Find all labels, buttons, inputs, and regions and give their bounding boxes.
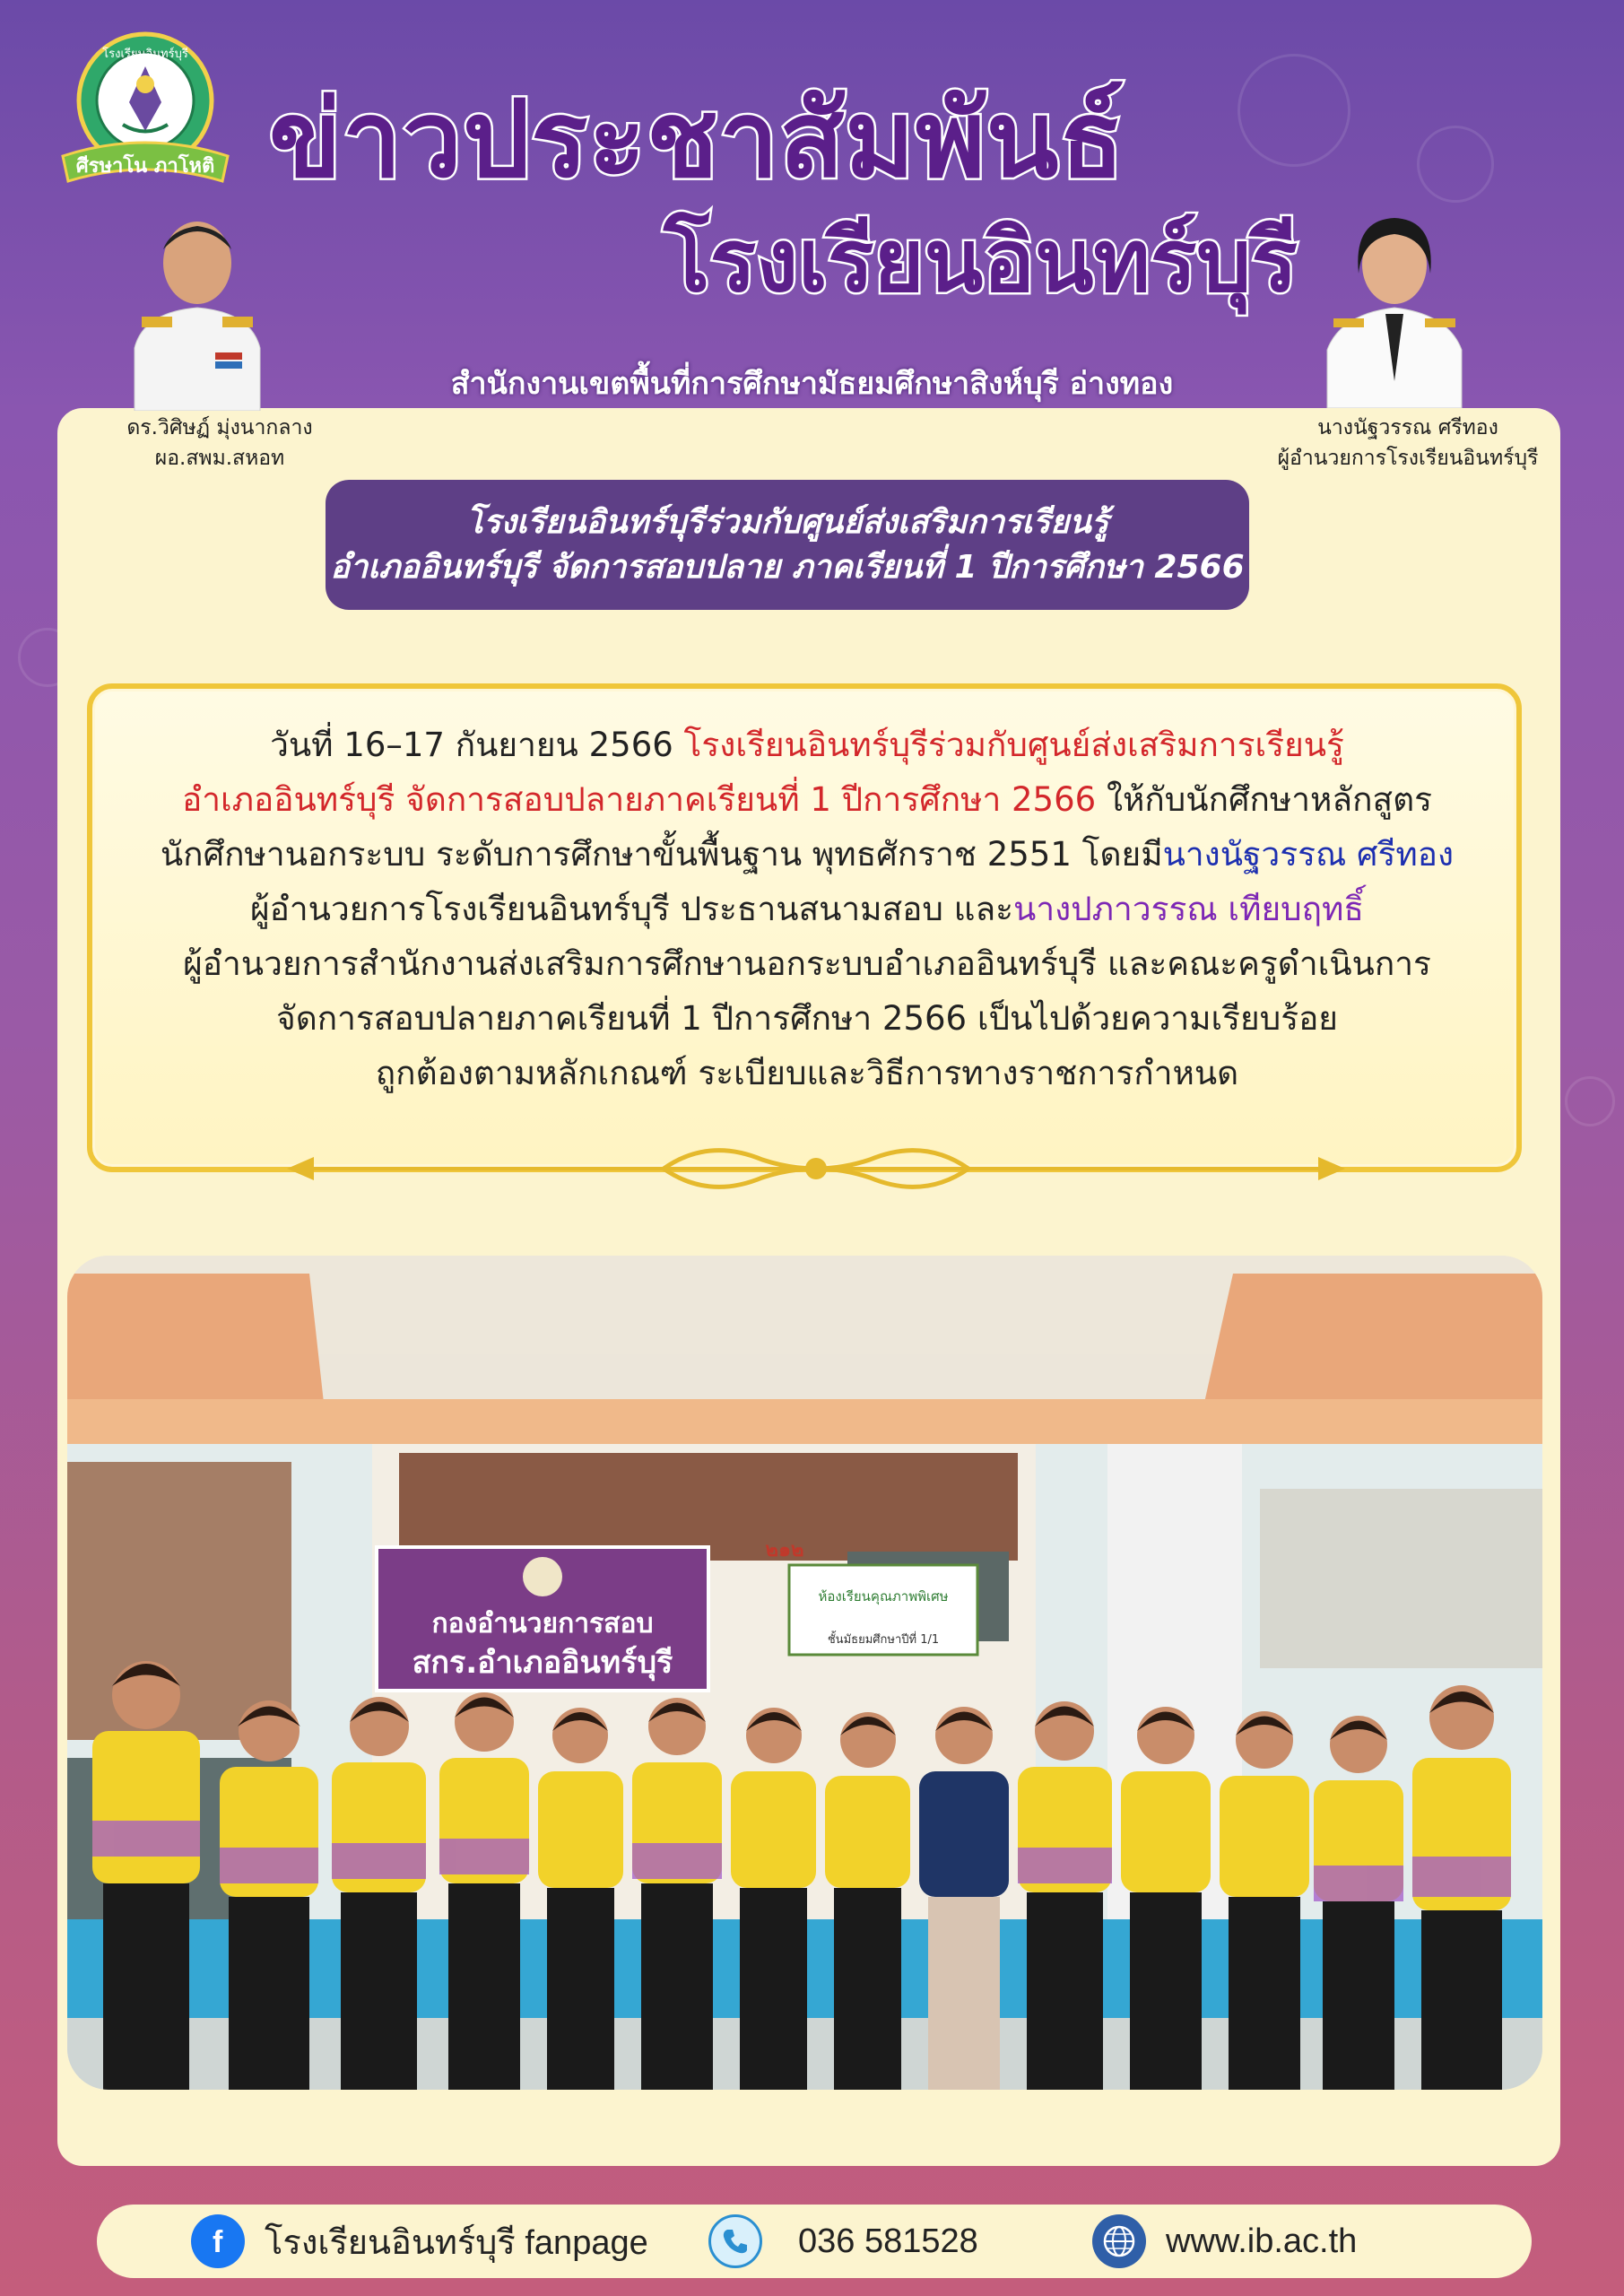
exam-sign-line-2: สกร.อำเภออินทร์บุรี	[412, 1645, 673, 1681]
group-photo	[67, 1256, 1542, 2090]
room-number: ๒๑๒	[765, 1539, 804, 1561]
room-sign-text: ห้องเรียนคุณภาพพิเศษ	[818, 1588, 949, 1605]
facebook-label[interactable]: โรงเรียนอินทร์บุรี fanpage	[265, 2223, 648, 2262]
body-highlight-name: นางปภาวรรณ เทียบฤทธิ์	[1013, 890, 1365, 928]
globe-icon	[1092, 2214, 1146, 2268]
caption-left	[99, 413, 341, 474]
footer-website[interactable]	[1092, 2214, 1357, 2268]
logo-ring-text: โรงเรียนอินทร์บุรี	[102, 48, 188, 61]
body-highlight: โรงเรียนอินทร์บุรีร่วมกับศูนย์ส่งเสริมการเรียนรู้	[683, 726, 1344, 764]
body-text: จัดการสอบปลายภาคเรียนที่ 1 ปีการศึกษา 2566 เป็นไปด้วยความเรียบร้อย	[276, 999, 1338, 1038]
room-sign-sub: ชั้นมัธยมศึกษาปีที่ 1/1	[827, 1633, 940, 1647]
headline-box	[326, 480, 1249, 610]
background-doodle	[1565, 1076, 1615, 1126]
office-line: สำนักงานเขตพื้นที่การศึกษามัธยมศึกษาสิงห์บุรี อ่างทอง	[450, 366, 1174, 402]
person-title-right: ผู้อำนวยการโรงเรียนอินทร์บุรี	[1277, 447, 1539, 470]
body-text: ผู้อำนวยการสำนักงานส่งเสริมการศึกษานอกระบบอำเภออินทร์บุรี และคณะครูดำเนินการ	[183, 944, 1431, 983]
person-name-left: ดร.วิศิษฏ์ มุ่งนากลาง	[126, 416, 313, 439]
logo-motto: ศีรษาโน ภาโหติ	[75, 155, 215, 178]
background-doodle	[1417, 126, 1494, 203]
exam-sign-line-1: กองอำนวยการสอบ	[431, 1608, 654, 1639]
footer-phone[interactable]	[708, 2214, 978, 2268]
news-body	[99, 718, 1515, 1100]
body-text: ถูกต้องตามหลักเกณฑ์ ระเบียบและวิธีการทางราชการกำหนด	[375, 1054, 1239, 1092]
phone-number[interactable]: 036 581528	[798, 2222, 978, 2260]
school-name: โรงเรียนอินทร์บุรี	[664, 211, 1298, 311]
caption-right	[1264, 413, 1551, 474]
body-highlight: อำเภออินทร์บุรี จัดการสอบปลายภาคเรียนที่ 1 ปีการศึกษา 2566	[181, 780, 1097, 819]
body-text: ผู้อำนวยการโรงเรียนอินทร์บุรี ประธานสนามสอบ และ	[249, 890, 1014, 928]
page-title: ข่าวประชาสัมพันธ์	[269, 77, 1125, 201]
person-title-left: ผอ.สพม.สหอท	[154, 447, 285, 470]
body-text: ให้กับนักศึกษาหลักสูตร	[1096, 780, 1432, 819]
body-text: วันที่ 16–17 กันยายน 2566	[270, 726, 684, 764]
ornament-divider	[287, 1137, 1345, 1200]
svg-text:f: f	[213, 2225, 223, 2257]
body-highlight-name: นางนัฐวรรณ ศรีทอง	[1162, 835, 1455, 874]
body-text: นักศึกษานอกระบบ ระดับการศึกษาขั้นพื้นฐาน พุทธศักราช 2551 โดยมี	[160, 835, 1163, 874]
person-name-right: นางนัฐวรรณ ศรีทอง	[1317, 416, 1498, 439]
footer-facebook[interactable]	[191, 2214, 648, 2269]
phone-icon	[708, 2214, 762, 2268]
headline-line-2: อำเภออินทร์บุรี จัดการสอบปลาย ภาคเรียนที่ 1 ปีการศึกษา 2566	[330, 548, 1245, 586]
facebook-icon	[191, 2214, 245, 2268]
background-doodle	[1238, 54, 1350, 167]
school-logo	[56, 30, 235, 187]
website-link[interactable]: www.ib.ac.th	[1166, 2222, 1358, 2260]
headline-line-1: โรงเรียนอินทร์บุรีร่วมกับศูนย์ส่งเสริมการเรียนรู้	[465, 503, 1109, 541]
footer-bar	[97, 2205, 1532, 2278]
